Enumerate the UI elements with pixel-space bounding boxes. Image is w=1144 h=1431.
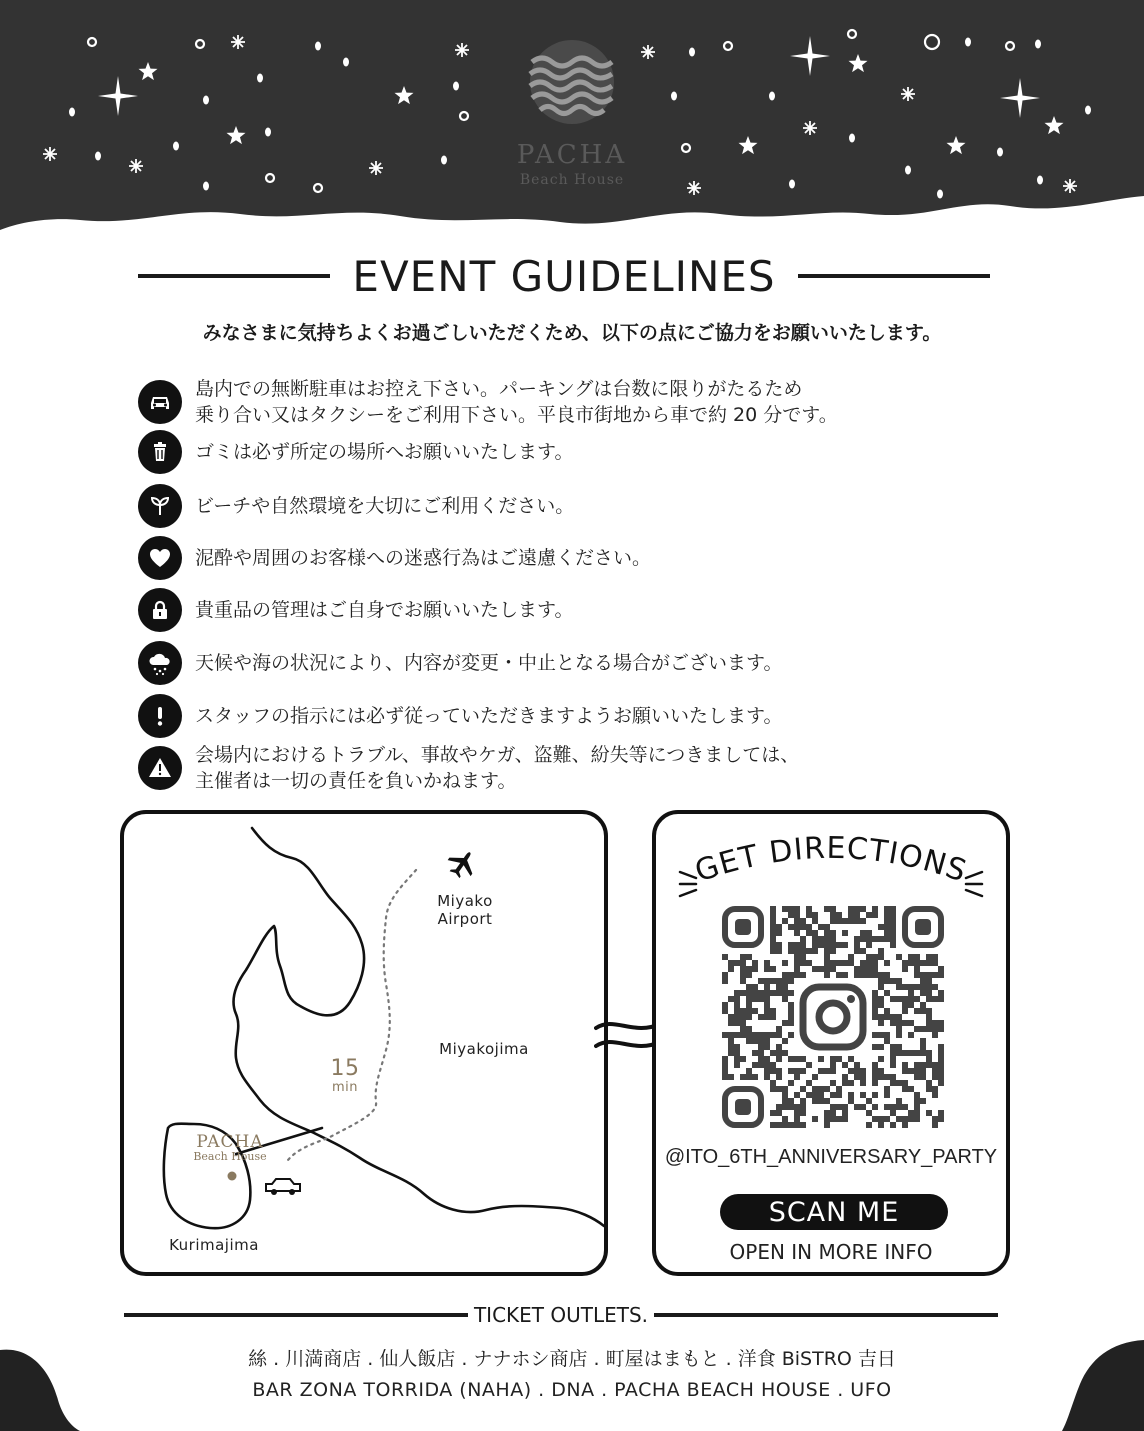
star-icon: [69, 108, 75, 117]
small-island-label: Kurimajima: [169, 1236, 259, 1254]
star-icon: [689, 48, 695, 57]
qr-code[interactable]: [722, 906, 944, 1128]
pacha-logo-icon: [530, 40, 614, 124]
heart-icon: [138, 536, 182, 580]
guideline-item: [138, 641, 998, 685]
guideline-text: スタッフの指示には必ず従っていただきますようお願いいたします。: [195, 705, 783, 727]
instagram-handle[interactable]: @ITO_6TH_ANNIVERSARY_PARTY: [664, 1146, 998, 1168]
airplane-icon: [443, 845, 481, 883]
tickets-divider-left: [124, 1313, 468, 1317]
star-icon: [265, 128, 271, 137]
sprout-icon: [138, 484, 182, 528]
brand-name: PACHA: [516, 140, 628, 170]
page-subtitle: みなさまに気持ちよくお過ごしいただくため、以下の点にご協力をお願いいたします。: [202, 322, 942, 344]
sparkle-right-icon: [966, 872, 982, 896]
guideline-text: 貴重品の管理はご自身でお願いいたします。: [195, 599, 574, 621]
directions-heading: GET DIRECTIONS: [690, 830, 972, 890]
star-icon: [455, 43, 469, 57]
ticket-shops-japanese: 絲 . 川満商店 . 仙人飯店 . ナナホシ商店 . 町屋はまもと . 洋食 BiSTRO 吉日: [248, 1348, 896, 1370]
guideline-text: 島内での無断駐車はお控え下さい。パーキングは台数に限りがたるため 乗り合い又はタクシーをご利用下さい。平良市街地から車で約 20 分です。: [195, 378, 838, 426]
venue-marker: [228, 1172, 237, 1181]
rain-cloud-icon: [138, 641, 182, 685]
scan-me-button[interactable]: SCAN ME: [720, 1194, 948, 1230]
warning-icon: [138, 746, 182, 790]
ticket-outlets-row: [124, 1300, 998, 1330]
car-icon: [266, 1179, 300, 1195]
guideline-item: [138, 484, 998, 528]
guideline-text: 天候や海の状況により、内容が変更・中止となる場合がございます。: [195, 652, 783, 674]
star-icon: [203, 96, 209, 105]
drive-time-unit: min: [331, 1080, 358, 1095]
trash-icon: [138, 430, 182, 474]
night-sky-header: [0, 0, 1144, 240]
venue-name: PACHA: [196, 1132, 264, 1152]
brand-subtitle: Beach House: [519, 172, 625, 188]
guideline-text: 泥酔や周囲のお客様への迷惑行為はご遠慮ください。: [195, 547, 652, 569]
airport-label: Miyako Airport: [437, 892, 493, 928]
title-row: [138, 248, 990, 304]
guideline-item: [138, 430, 998, 474]
star-icon: [1085, 106, 1091, 115]
guideline-item: [138, 376, 998, 428]
ticket-outlets-label: TICKET OUTLETS.: [473, 1303, 649, 1327]
star-icon: [257, 74, 263, 83]
star-icon: [1035, 40, 1041, 49]
guideline-text: ゴミは必ず所定の場所へお願いいたします。: [195, 441, 574, 463]
title-divider-left: [138, 274, 330, 278]
ticket-shops-english: BAR ZONA TORRIDA (NAHA) . DNA . PACHA BEACH HOUSE . UFO: [252, 1379, 892, 1401]
page-title: EVENT GUIDELINES: [352, 251, 776, 301]
star-icon: [937, 190, 943, 199]
star-icon: [453, 82, 459, 91]
more-info-label: OPEN IN MORE INFO: [729, 1240, 933, 1264]
night-sky-background: [0, 0, 1144, 240]
exclamation-icon: [138, 694, 182, 738]
car-icon: [138, 380, 182, 424]
star-icon: [803, 121, 817, 135]
tickets-divider-right: [654, 1313, 998, 1317]
star-icon: [315, 42, 321, 51]
lock-icon: [138, 588, 182, 632]
directions-panel: [652, 810, 1010, 1276]
drive-time-value: 15: [330, 1056, 360, 1081]
guideline-item: [138, 694, 998, 738]
guideline-item: [138, 742, 998, 794]
svg-text:GET DIRECTIONS: [691, 831, 972, 890]
star-icon: [343, 58, 349, 67]
map-panel: [120, 810, 608, 1276]
guideline-text: ビーチや自然環境を大切にご利用ください。: [195, 495, 575, 517]
directions-heading-art: [656, 822, 1006, 902]
star-icon: [231, 35, 245, 49]
star-icon: [965, 38, 971, 47]
title-divider-right: [798, 274, 990, 278]
star-icon: [671, 92, 677, 101]
guideline-item: [138, 588, 998, 632]
guideline-item: [138, 536, 998, 580]
star-icon: [901, 87, 915, 101]
island-label: Miyakojima: [439, 1040, 529, 1058]
venue-subtitle: Beach House: [193, 1150, 267, 1163]
star-icon: [769, 92, 775, 101]
sparkle-left-icon: [680, 872, 696, 896]
guideline-text: 会場内におけるトラブル、事故やケガ、盗難、紛失等につきましては、 主催者は一切の責任を負いかねます。: [195, 744, 800, 792]
star-icon: [641, 45, 655, 59]
